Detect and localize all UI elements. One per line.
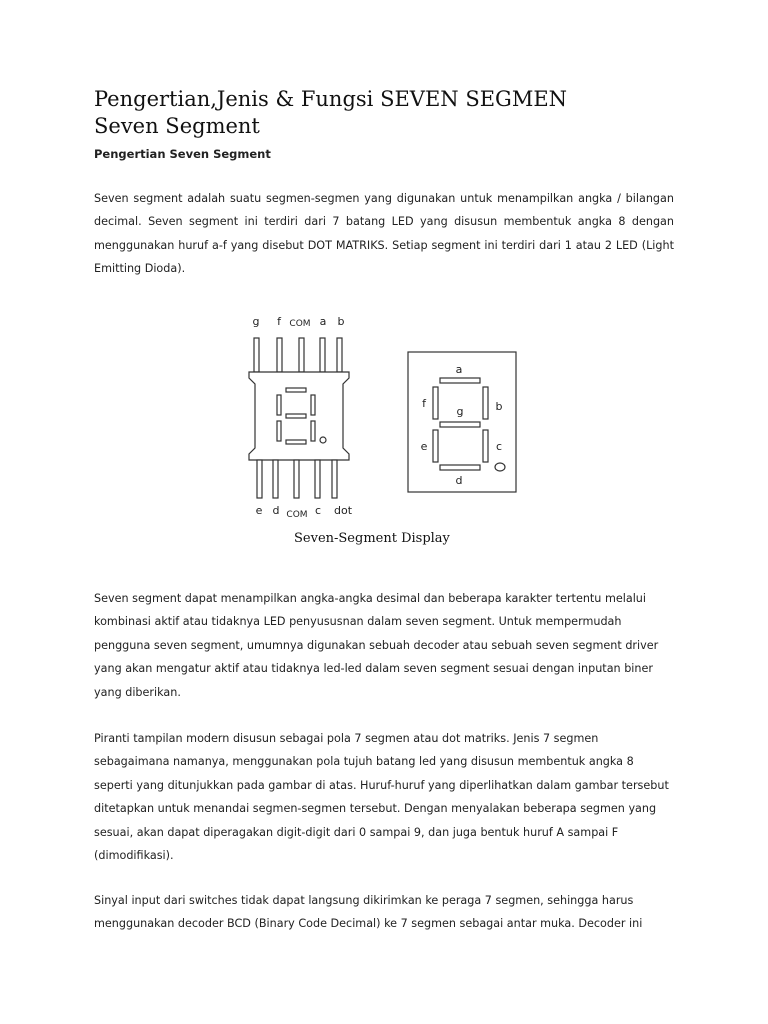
pin-label-d: d bbox=[272, 504, 280, 517]
segment-label-a: a bbox=[455, 363, 463, 376]
section-heading: Pengertian Seven Segment bbox=[94, 147, 271, 161]
pin-label-e: e bbox=[255, 504, 263, 517]
paragraph-display-capability: Seven segment dapat menampilkan angka-angka desimal dan beberapa karakter tertentu melalui kombinasi aktif atau tidaknya LED penyususnan dalam seven segment. Untuk mempermudah pengguna seven segment, umumnya digunakan sebuah decoder atau sebuah seven segment driver yang akan mengatur aktif atau tidaknya led-led dalam seven segment sesuai dengan inputan biner yang diberikan. bbox=[94, 592, 659, 699]
pin-label-com-top: COM bbox=[289, 319, 311, 329]
paragraph-modern-display: Piranti tampilan modern disusun sebagai pola 7 segmen atau dot matriks. Jenis 7 segmen sebagaimana namanya, menggunakan pola tujuh batang led yang disusun membentuk angka 8 seperti yang ditunjukkan pada gambar di atas. Huruf-huruf yang diperlihatkan dalam gambar tersebut ditetapkan untuk menandai segmen-segmen tersebut. Dengan menyalakan beberapa segmen yang sesuai, akan dapat diperagakan digit-digit dari 0 sampai 9, dan juga bentuk huruf A sampai F (dimodifikasi). bbox=[94, 732, 669, 863]
segment-label-f: f bbox=[422, 397, 426, 410]
title-line-1: Pengertian,Jenis & Fungsi SEVEN SEGMEN bbox=[94, 87, 568, 111]
paragraph-input-signal: Sinyal input dari switches tidak dapat langsung dikirimkan ke peraga 7 segmen, sehingga harus menggunakan decoder BCD (Binary Code Decimal) ke 7 segmen sebagai antar muka. Decoder ini bbox=[94, 894, 643, 931]
pin-label-c: c bbox=[314, 504, 322, 517]
pin-label-com-bottom: COM bbox=[286, 510, 308, 520]
component-package bbox=[249, 338, 349, 498]
title-line-2: Seven Segment bbox=[94, 114, 260, 138]
pin-label-dot: dot bbox=[333, 504, 353, 517]
pin-label-b: b bbox=[337, 315, 345, 328]
page-title bbox=[94, 86, 694, 140]
figure-caption: Seven-Segment Display bbox=[294, 531, 450, 546]
segment-label-b: b bbox=[495, 400, 503, 413]
paragraph-definition: Seven segment adalah suatu segmen-segmen yang digunakan untuk menampilkan angka / bilangan decimal. Seven segment ini terdiri dari 7 batang LED yang disusun membentuk angka 8 dengan menggunakan huruf a-f yang disebut DOT MATRIKS. Setiap segment ini terdiri dari 1 atau 2 LED (Light Emitting Dioda). bbox=[94, 192, 674, 276]
pin-label-g: g bbox=[252, 315, 260, 328]
pin-label-f: f bbox=[277, 315, 281, 328]
segment-label-d: d bbox=[455, 474, 463, 487]
segment-label-e: e bbox=[420, 440, 428, 453]
segment-label-g: g bbox=[456, 405, 464, 418]
pin-label-a: a bbox=[319, 315, 327, 328]
seven-segment-figure bbox=[245, 310, 535, 550]
segment-label-c: c bbox=[495, 440, 503, 453]
